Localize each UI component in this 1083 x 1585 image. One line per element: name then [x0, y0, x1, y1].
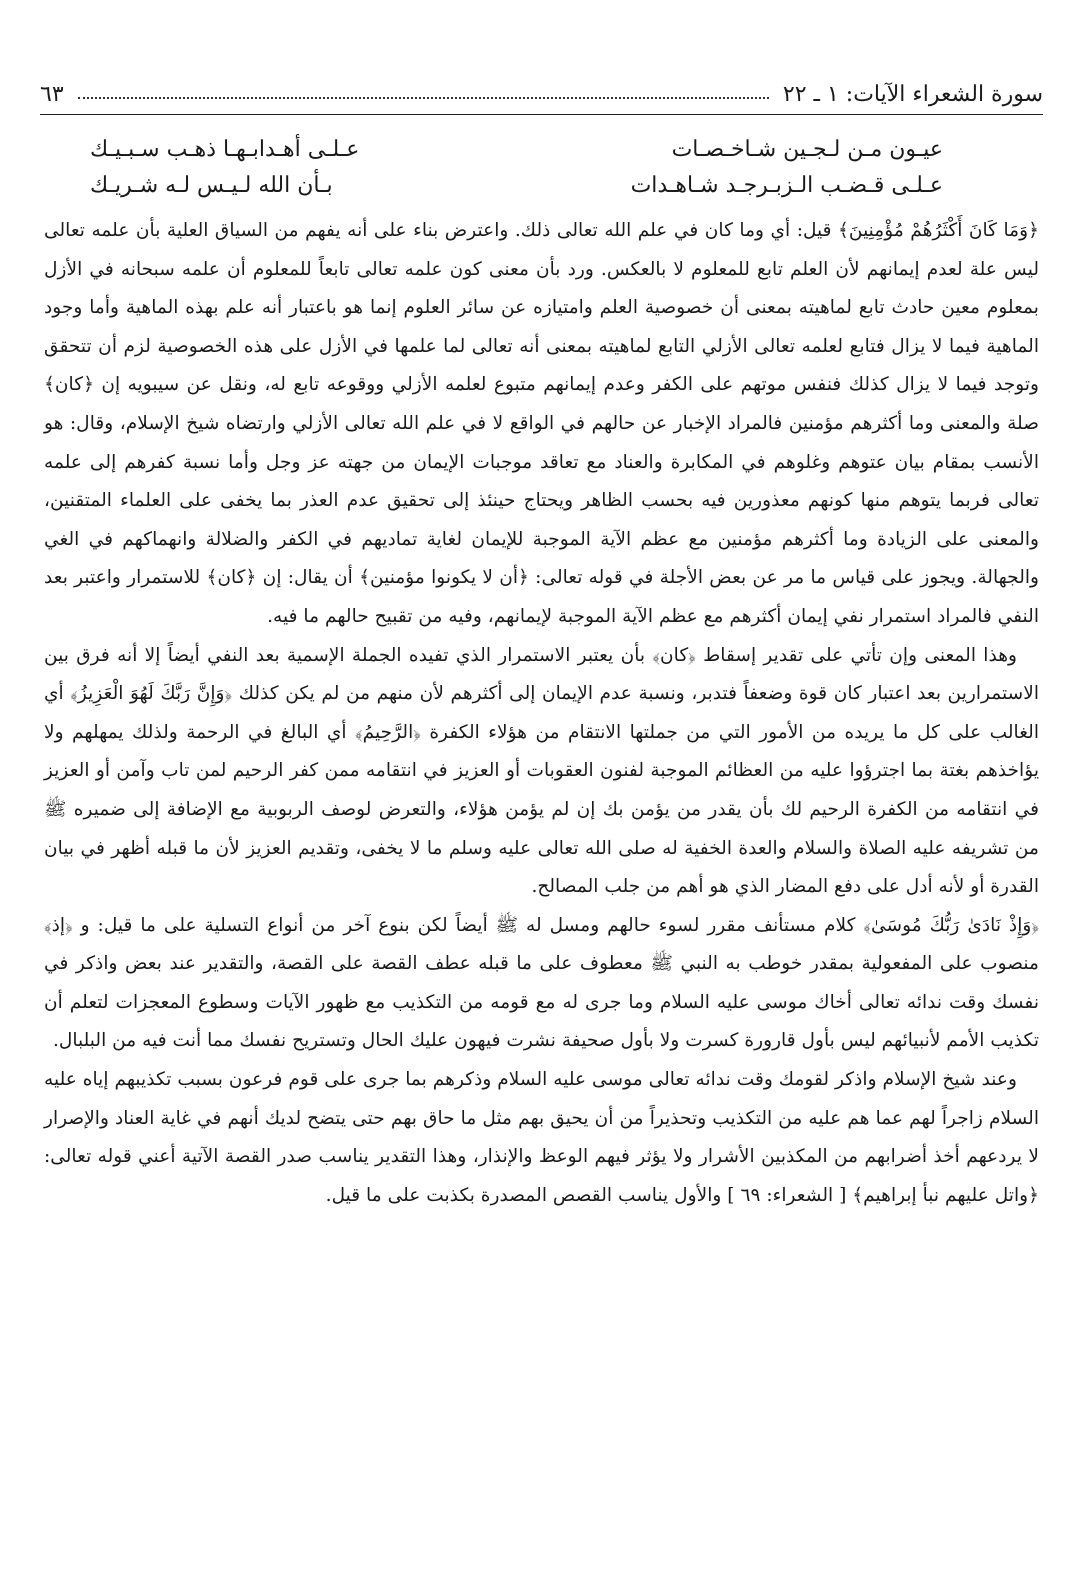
- paragraph: ﴿وَإِذْ نَادَىٰ رَبُّكَ مُوسَىٰ﴾ كلام مستأنف مقرر لسوء حالهم ومسل له ﷺ أيضاً لكن بنوع آخر من أنواع التسلية على ما قيل: و ﴿إذ﴾ منصوب على المفعولية بمقدر خوطب به النبي ﷺ معطوف على ما قبله عطف القصة على القصة، والتقدير عند بعض واذكر في نفسك وقت ندائه تعالى أخاك موسى عليه السلام وما جرى له مع قومه من التكذيب مع ظهور الآيات وسطوع المعجزات لتعلم أن تكذيب الأمم لأنبيائهم ليس بأول قارورة كسرت ولا بأول صحيفة نشرت فيهون عليك الحال وتستريح نفسك مما أنت فيه من البلبال.: [44, 914, 1039, 1052]
- poem-verse-1: [90, 132, 943, 168]
- poem-hemistich: عيـون مـن لـجـين شـاخـصـات: [671, 137, 943, 162]
- header-leader-dots: [78, 89, 769, 99]
- poem-hemistich: عـلـى قـضـب الـزبـرجـد شـاهـدات: [630, 173, 943, 198]
- poem-hemistich: عـلـى أهـدابـهـا ذهـب سـبـيـك: [90, 137, 360, 162]
- paragraph: وهذا المعنى وإن تأتي على تقدير إسقاط ﴿كان﴾ بأن يعتبر الاستمرار الذي تفيده الجملة الإسمية بعد النفي أيضاً إلا أنه فرق بين الاستمرارين بعد اعتبار كان قوة وضعفاً فتدبر، ونسبة عدم الإيمان إلى أكثرهم لأن منهم من لم يكن كذلك ﴿وَإِنَّ رَبَّكَ لَهُوَ الْعَزِيزُ﴾ أي الغالب على كل ما يريده من الأمور التي من جملتها الانتقام من هؤلاء الكفرة ﴿الرَّحِيمُ﴾ أي البالغ في الرحمة ولذلك يمهلهم ولا يؤاخذهم بغتة بما اجترؤوا عليه من العظائم الموجبة لفنون العقوبات أو العزيز في انتقامه ممن كفر الرحيم لمن تاب وآمن أو العزيز في انتقامه من الكفرة الرحيم لك بأن يقدر من يؤمن بك إن لم يؤمن هؤلاء، والتعرض لوصف الربوبية مع الإضافة إلى ضميره ﷺ من تشريفه عليه الصلاة والسلام والعدة الخفية له صلى الله تعالى عليه وسلم ما لا يخفى، وتقديم العزيز لأن ما قبله أظهر في بيان القدرة أو لأنه أدل على دفع المضار الذي هو أهم من جلب المصالح.: [44, 644, 1039, 898]
- poem-block: [90, 132, 943, 204]
- poem-verse-2: [90, 168, 943, 204]
- paragraph: ﴿وَمَا كَانَ أَكْثَرُهُمْ مُؤْمِنِينَ﴾ قيل: أي وما كان في علم الله تعالى ذلك. واعترض بناء على أنه يفهم من السياق العلية بأن علمه تعالى ليس علة لعدم إيمانهم لأن العلم تابع للمعلوم لا بالعكس. ورد بأن معنى كون علمه تعالى تابعاً للمعلوم أن علمه سبحانه في الأزل بمعلوم معين حادث تابع لماهيته بمعنى أن خصوصية العلم وامتيازه عن سائر العلوم إنما هو باعتبار أنه علم بهذه الماهية وأما وجود الماهية فيما لا يزال فتابع لعلمه تعالى الأزلي التابع لماهيته بمعنى أنه تعالى لما علمها في الأزل على هذه الخصوصية لزم أن تتحقق وتوجد فيما لا يزال كذلك فنفس موتهم على الكفر وعدم إيمانهم متبوع لعلمه الأزلي ووقوعه تابع له، ونقل عن سيبويه إن ﴿كان﴾ صلة والمعنى وما أكثرهم مؤمنين فالمراد الإخبار عن حالهم في الواقع لا في علم الله تعالى الأزلي وارتضاه شيخ الإسلام، وقال: هو الأنسب بمقام بيان عتوهم وغلوهم في المكابرة والعناد مع تعاقد موجبات الإيمان من جهته عز وجل وأما نسبة كفرهم إلى علمه تعالى فربما يتوهم منها كونهم معذورين فيه بحسب الظاهر ويحتاج حينئذ إلى تحقيق عدم العذر بما يخفى على العلماء المتقنين، والمعنى على الزيادة وما أكثرهم مؤمنين مع عظم الآية الموجبة للإيمان لغاية تماديهم في الكفر والضلالة وانهماكهم في الغي والجهالة. ويجوز على قياس ما مر عن بعض الأجلة في قوله تعالى: ﴿أن لا يكونوا مؤمنين﴾ أن يقال: إن ﴿كان﴾ للاستمرار واعتبر بعد النفي فالمراد استمرار نفي إيمان أكثرهم مع عظم الآية الموجبة لإيمانهم، وفيه من تقبيح حالهم ما فيه.: [44, 220, 1039, 627]
- running-header: [40, 74, 1043, 115]
- paragraph: وعند شيخ الإسلام واذكر لقومك وقت ندائه تعالى موسى عليه السلام وذكرهم بما جرى على قوم فرعون بسبب تكذيبهم إياه عليه السلام زاجراً لهم عما هم عليه من التكذيب وتحذيراً من أن يحيق بهم مثل ما حاق بهم حتى يتضح لديك أنهم في غاية العناد والإصرار لا يردعهم أخذ أضرابهم من المكذبين الأشرار ولا يؤثر فيهم الوعظ والإنذار، وهذا التقدير يناسب صدر القصة الآتية أعني قوله تعالى: ﴿واتل عليهم نبأ إبراهيم﴾ [ الشعراء: ٦٩ ] والأول يناسب القصص المصدرة بكذبت على ما قيل.: [44, 1069, 1039, 1206]
- body-text: [44, 212, 1039, 1215]
- page-number: ٦٣: [40, 81, 64, 107]
- poem-hemistich: بـأن الله لـيـس لـه شـريـك: [90, 173, 333, 198]
- header-title: سورة الشعراء الآيات: ١ ـ ٢٢: [782, 81, 1043, 107]
